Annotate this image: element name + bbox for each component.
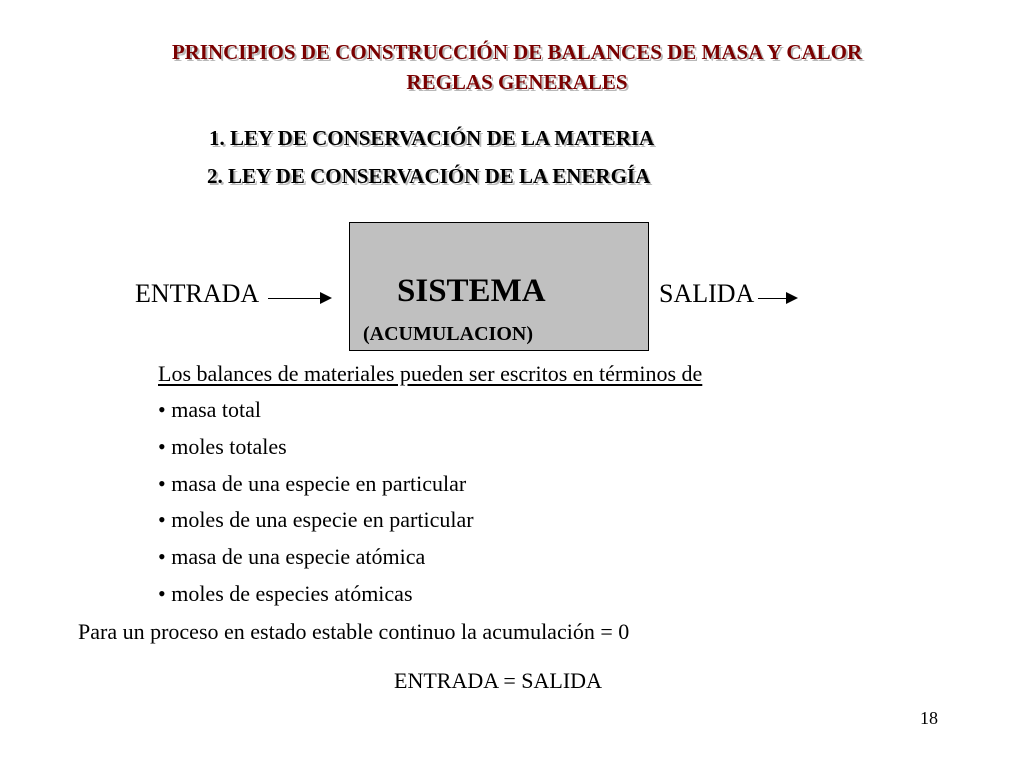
list-item: • moles totales — [158, 434, 287, 459]
balance-equation: ENTRADA = SALIDA — [394, 668, 602, 693]
input-label: ENTRADA — [135, 279, 260, 308]
system-sublabel: (ACUMULACION) — [363, 323, 533, 345]
steady-state-statement: Para un proceso en estado estable continuo la acumulación = 0 — [78, 619, 630, 644]
output-label: SALIDA — [659, 279, 755, 308]
page-number: 18 — [920, 708, 938, 728]
slide-title-line2: REGLAS GENERALES — [406, 70, 628, 94]
list-item: • masa de una especie en particular — [158, 471, 467, 496]
law-2: 2. LEY DE CONSERVACIÓN DE LA ENERGÍA — [207, 164, 651, 188]
system-label: SISTEMA — [397, 273, 546, 309]
input-arrow-head-icon — [320, 292, 332, 304]
list-item: • masa total — [158, 397, 262, 422]
slide-title-line1: PRINCIPIOS DE CONSTRUCCIÓN DE BALANCES DE MASA Y CALOR — [171, 40, 863, 64]
list-item: • moles de una especie en particular — [158, 507, 474, 532]
input-arrow-line — [268, 298, 322, 299]
law-1: 1. LEY DE CONSERVACIÓN DE LA MATERIA — [209, 126, 655, 150]
list-item: • masa de una especie atómica — [158, 544, 426, 569]
balances-intro: Los balances de materiales pueden ser escritos en términos de — [158, 361, 703, 386]
list-item: • moles de especies atómicas — [158, 581, 413, 606]
output-arrow-line — [758, 298, 788, 299]
output-arrow-head-icon — [786, 292, 798, 304]
